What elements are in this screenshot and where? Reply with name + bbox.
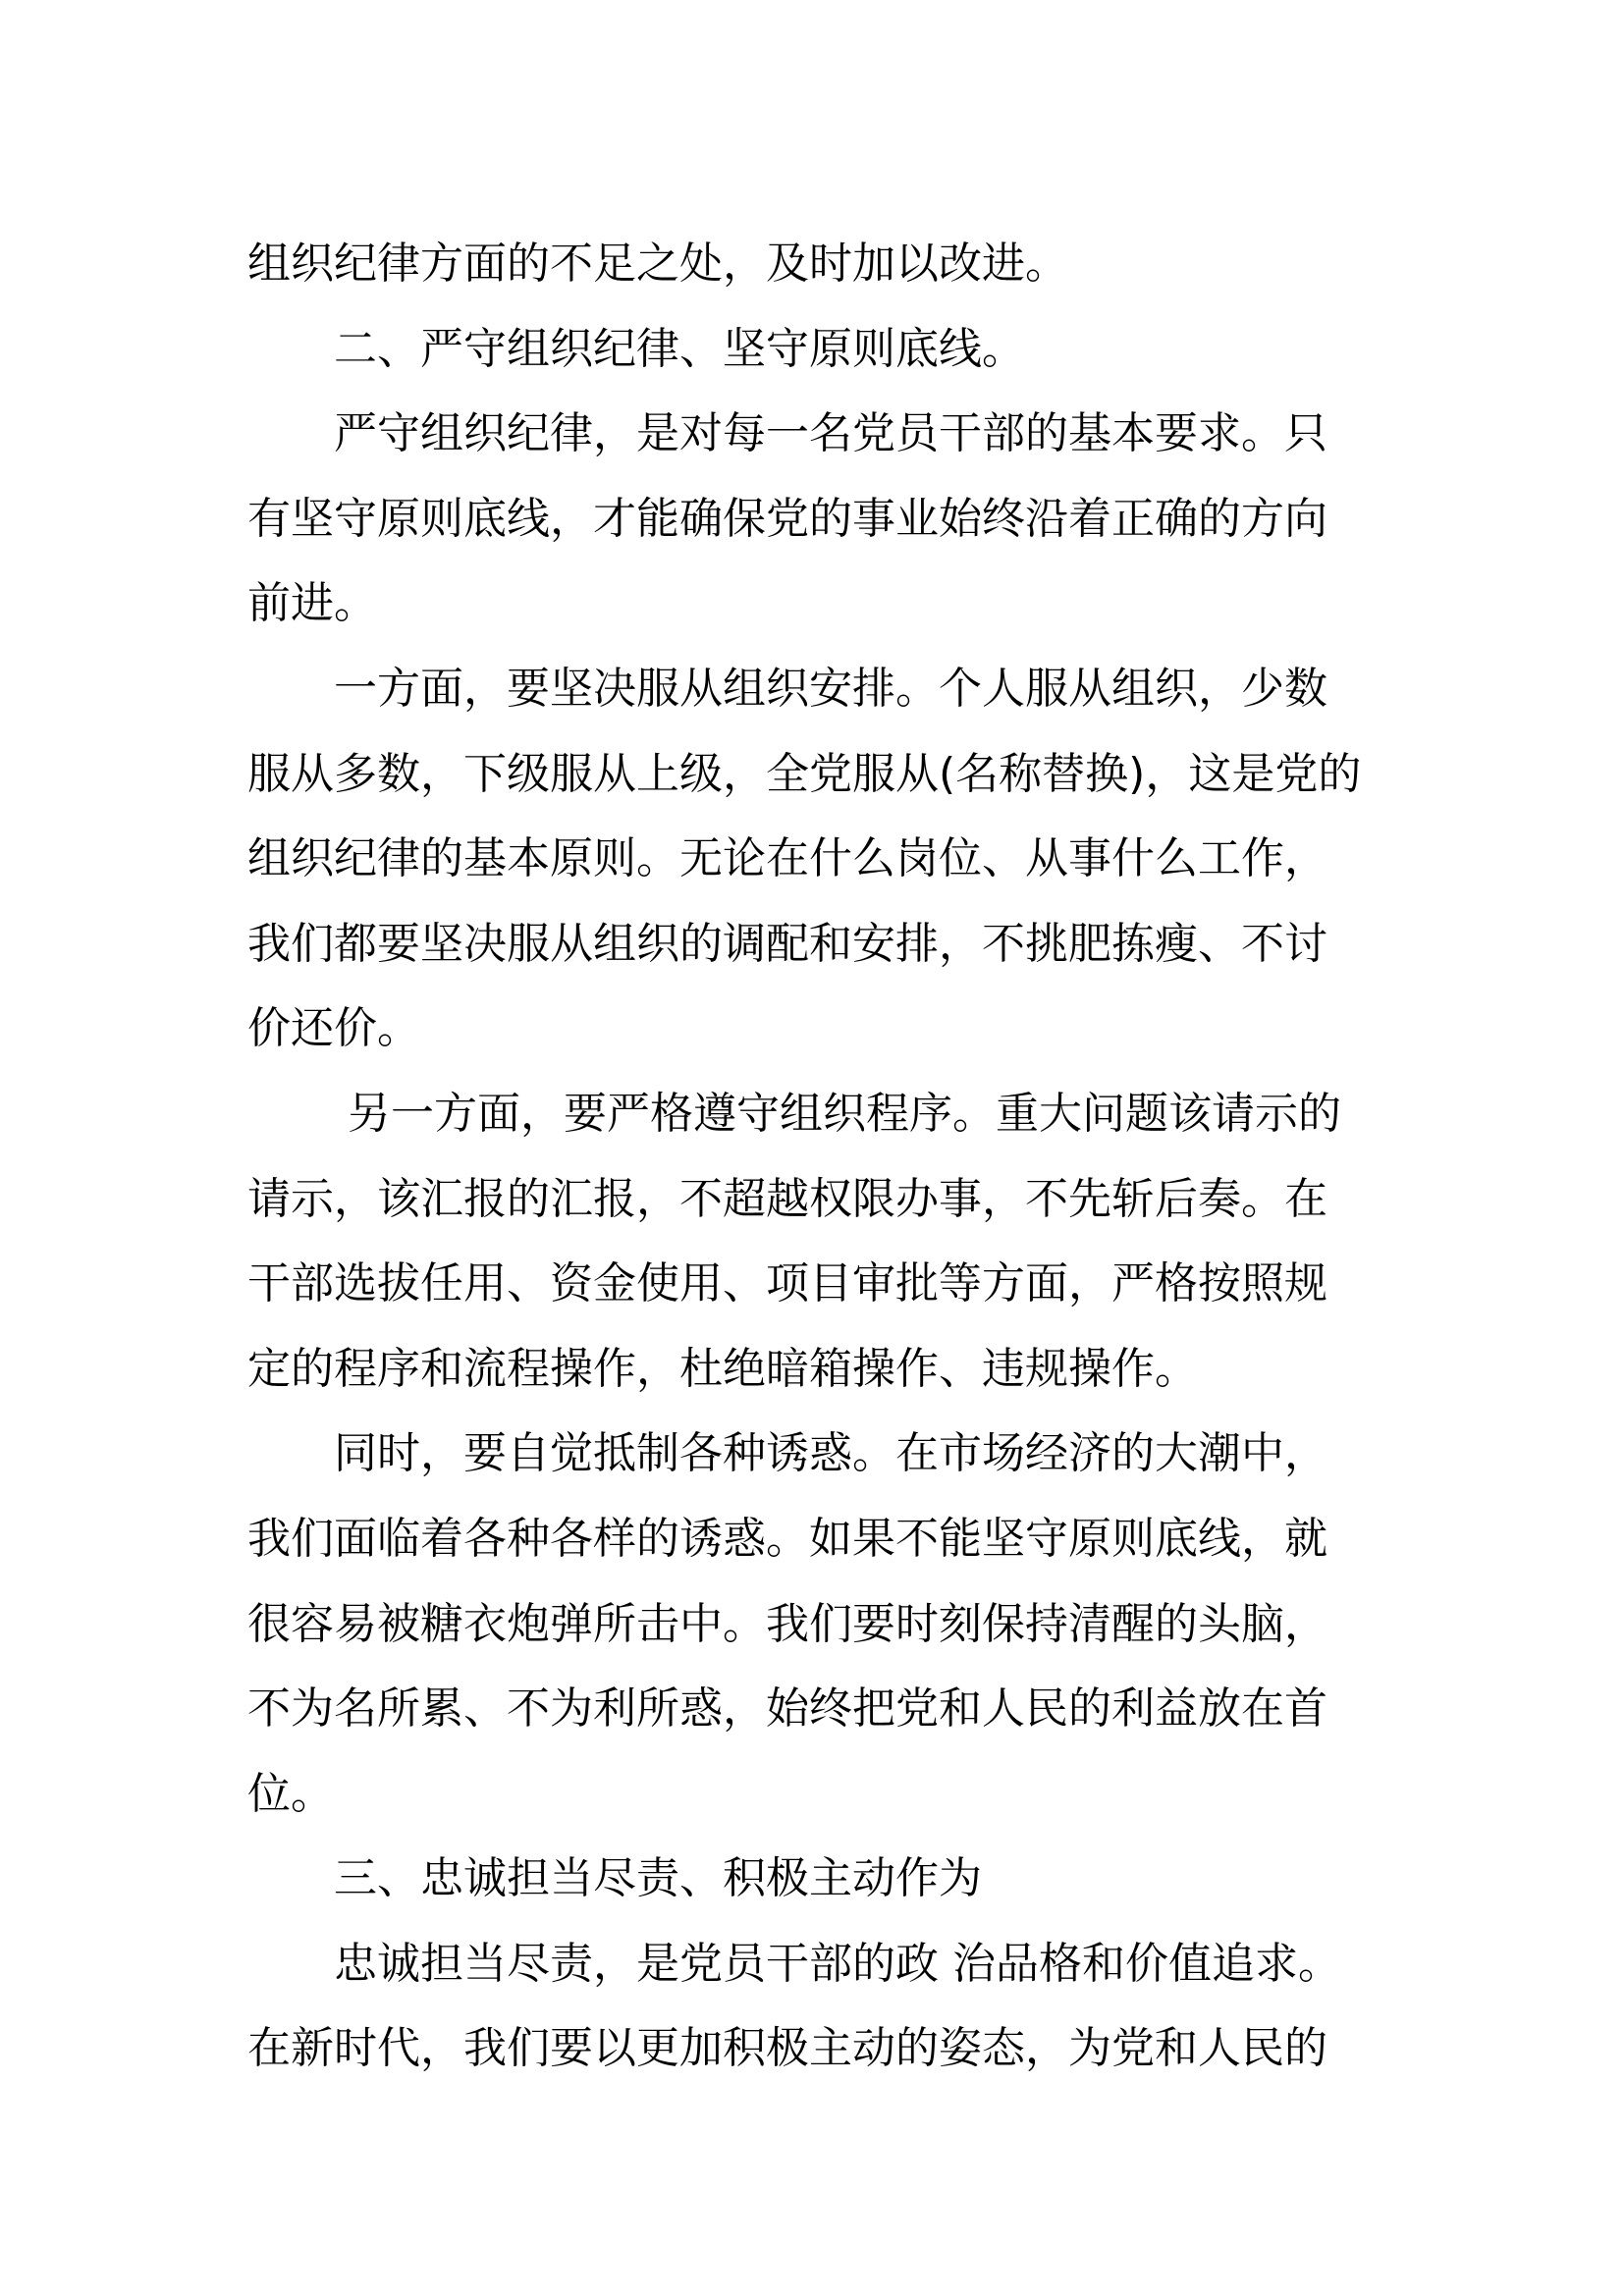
body-text-line: 位。 [247,1768,334,1819]
paragraph-start: 另一方面，要严格遵守组织程序。重大问题该请示的 [334,1088,1341,1139]
body-text-line: 请示，该汇报的汇报，不超越权限办事，不先斩后奏。在 [247,1173,1327,1224]
section-heading-3: 三、忠诚担当尽责、积极主动作为 [334,1853,982,1904]
body-text-line: 我们面临着各种各样的诱惑。如果不能坚守原则底线，就 [247,1513,1327,1564]
paragraph-start: 一方面，要坚决服从组织安排。个人服从组织，少数 [334,663,1327,714]
body-text-line: 很容易被糖衣炮弹所击中。我们要时刻保持清醒的头脑， [247,1598,1327,1649]
body-text-line: 组织纪律方面的不足之处，及时加以改进。 [247,239,1068,289]
body-text-line: 干部选拔任用、资金使用、项目审批等方面，严格按照规 [247,1258,1327,1309]
body-text-line: 服从多数，下级服从上级，全党服从(名称替换)，这是党的 [247,748,1362,799]
body-text-line: 不为名所累、不为利所惑，始终把党和人民的利益放在首 [247,1683,1327,1735]
section-heading-2: 二、严守组织纪律、坚守原则底线。 [334,323,1025,374]
paragraph-start: 忠诚担当尽责，是党员干部的政 治品格和价值追求。 [334,1938,1341,1989]
body-text-line: 定的程序和流程操作，杜绝暗箱操作、违规操作。 [247,1343,1198,1394]
body-text-line: 有坚守原则底线，才能确保党的事业始终沿着正确的方向 [247,493,1327,544]
body-text-line: 我们都要坚决服从组织的调配和安排，不挑肥拣瘦、不讨 [247,918,1327,969]
paragraph-start: 同时，要自觉抵制各种诱惑。在市场经济的大潮中， [334,1428,1327,1479]
body-text-line: 价还价。 [247,1003,420,1054]
document-page [247,222,1377,2092]
paragraph-start: 严守组织纪律，是对每一名党员干部的基本要求。只 [334,408,1327,459]
body-text-line: 组织纪律的基本原则。无论在什么岗位、从事什么工作， [247,833,1327,884]
body-text-line: 在新时代，我们要以更加积极主动的姿态，为党和人民的 [247,2023,1327,2074]
body-text-line: 前进。 [247,578,377,629]
